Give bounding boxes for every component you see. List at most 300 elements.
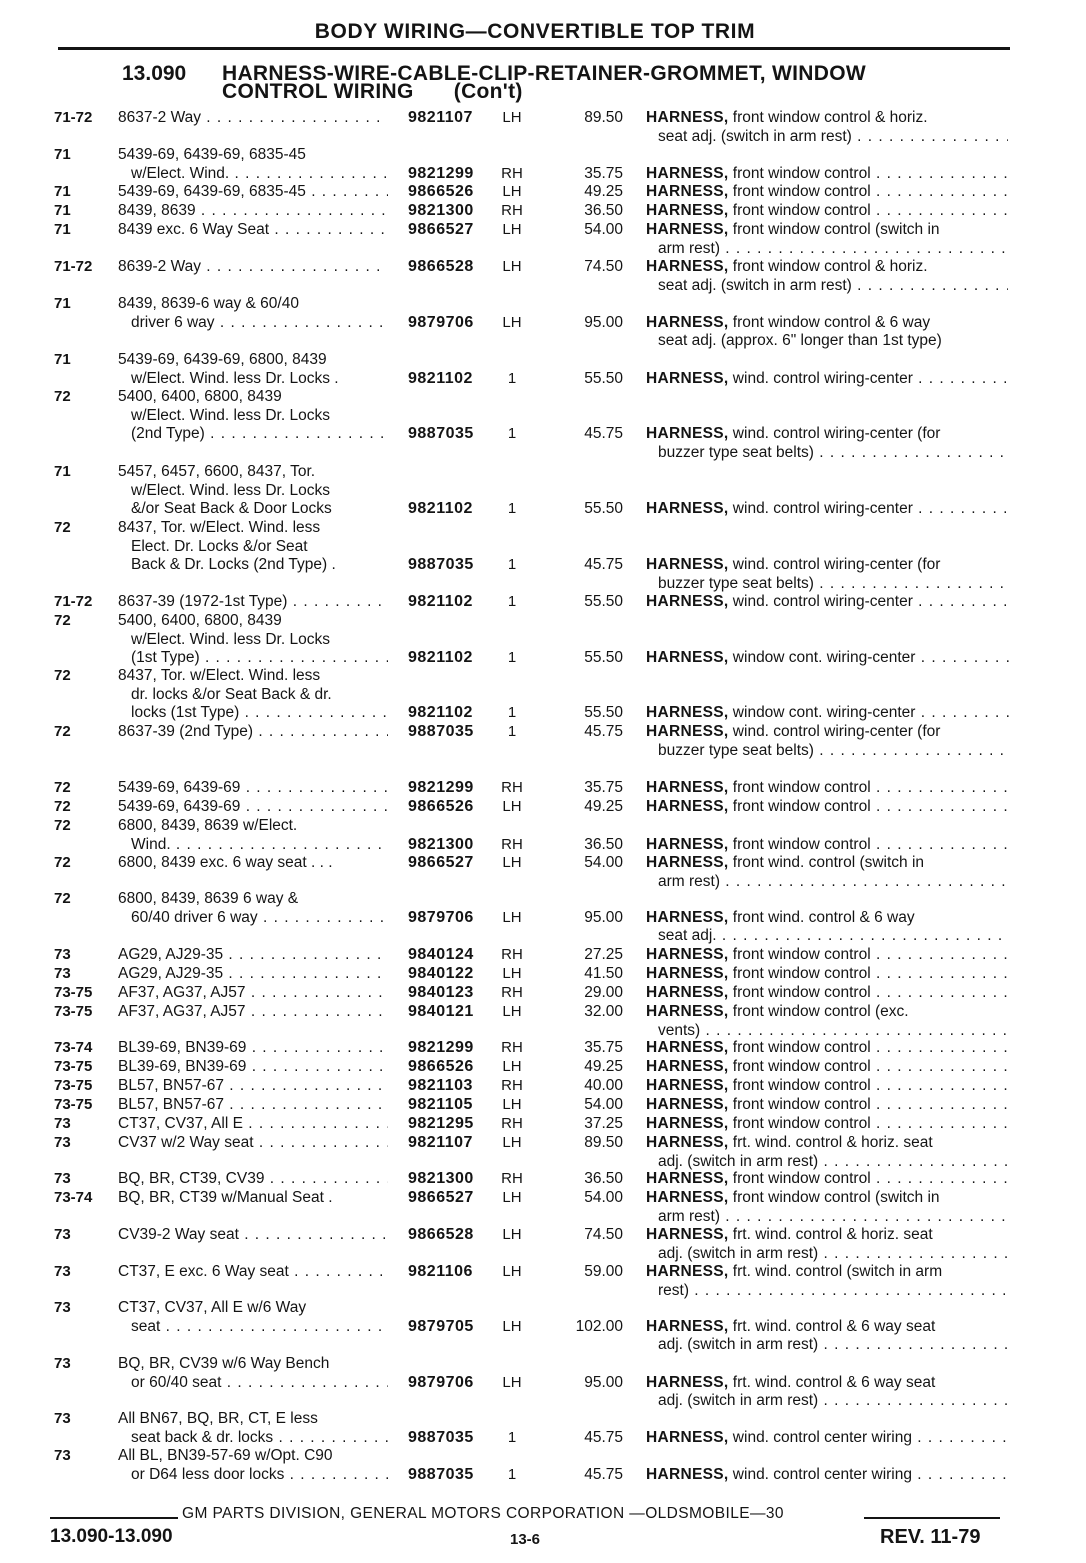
description-keyword: HARNESS,: [646, 908, 729, 926]
part-description: [658, 1021, 1008, 1040]
model-year: 73: [54, 946, 71, 963]
description-keyword: HARNESS,: [646, 1077, 729, 1094]
side-or-quantity: 1: [507, 500, 517, 517]
section-title-line2: CONTROL WIRING: [222, 80, 414, 103]
section-title: HARNESS-WIRE-CABLE-CLIP-RETAINER-GROMMET, WINDOW: [222, 62, 866, 85]
side-or-quantity: RH: [501, 1039, 523, 1056]
price: 59.00: [584, 1263, 623, 1280]
description-text: vents): [658, 1021, 701, 1039]
model-application: w/Elect. Wind. less Dr. Locks: [131, 481, 330, 499]
description-text: wind. control wiring-center: [728, 500, 913, 517]
model-application: 5457, 6457, 6600, 8437, Tor.: [118, 463, 316, 480]
part-number: 9821106: [408, 1263, 473, 1280]
part-description: [658, 1281, 1008, 1300]
price: 95.00: [584, 1373, 623, 1391]
model-application: All BL, BN39-57-69 w/Opt. C90: [118, 1447, 333, 1464]
part-description: [646, 1373, 1014, 1392]
description-text: front window control & horiz.: [728, 109, 928, 126]
part-description: [646, 1002, 1014, 1021]
price: 54.00: [584, 1189, 623, 1206]
description-text: frt. wind. control & horiz. seat: [728, 1134, 933, 1151]
description-text: window cont. wiring-center: [728, 649, 916, 666]
price: 74.50: [584, 258, 623, 275]
model-year: 71: [54, 463, 71, 480]
part-description: [646, 499, 1014, 518]
part-description: [646, 220, 1014, 239]
part-number: 9866528: [408, 1226, 474, 1243]
model-year: 73-74: [54, 1189, 93, 1206]
side-or-quantity: LH: [502, 1134, 522, 1151]
model-application: 8439, 8639-6 way & 60/40: [118, 295, 299, 312]
model-application: 5439-69, 6439-69 . . .: [118, 797, 388, 816]
description-text: buzzer type seat belts): [658, 443, 814, 461]
description-text: adj. (switch in arm rest): [658, 1152, 819, 1170]
description-text: arm rest): [658, 239, 720, 257]
part-description: [658, 1335, 1008, 1354]
price: 45.75: [584, 1428, 623, 1446]
description-keyword: HARNESS,: [646, 723, 729, 740]
side-or-quantity: LH: [502, 1226, 522, 1243]
price: 49.25: [584, 183, 623, 200]
description-keyword: HARNESS,: [646, 1134, 729, 1151]
description-text: front window control: [728, 1077, 871, 1094]
description-text: wind. control wiring-center: [728, 369, 913, 387]
footer-revision: REV. 11-79: [880, 1526, 981, 1548]
price: 35.75: [584, 779, 623, 796]
model-year: 71: [54, 295, 71, 312]
description-text: front window control: [728, 946, 871, 963]
model-year: 72: [54, 798, 71, 815]
side-or-quantity: LH: [502, 1058, 522, 1075]
description-text: wind. control center wiring: [728, 1428, 912, 1446]
model-application: or D64 less door locks . . .: [131, 1465, 388, 1484]
part-number: 9821300: [408, 202, 474, 219]
model-application: BQ, BR, CT39, CV39 . . .: [118, 1169, 388, 1188]
side-or-quantity: 1: [507, 723, 517, 740]
side-or-quantity: LH: [502, 1373, 522, 1391]
part-description: [646, 908, 1014, 927]
part-description: [658, 127, 1008, 146]
model-year: 72: [54, 723, 71, 740]
side-or-quantity: LH: [502, 798, 522, 815]
side-or-quantity: RH: [501, 1170, 523, 1187]
model-application: dr. locks &/or Seat Back & dr.: [131, 685, 332, 703]
description-keyword: HARNESS,: [646, 1189, 729, 1206]
description-text: wind. control wiring-center (for: [728, 556, 941, 573]
side-or-quantity: 1: [507, 704, 517, 721]
model-application: locks (1st Type) . . .: [131, 703, 388, 722]
part-number: 9821107: [408, 1134, 473, 1151]
part-description: [658, 926, 1008, 945]
description-keyword: HARNESS,: [646, 779, 729, 796]
description-text: front window control & horiz.: [728, 258, 928, 275]
part-number: 9840124: [408, 946, 474, 963]
part-description: [646, 835, 1014, 854]
model-year: 71-72: [54, 593, 93, 610]
part-number: 9821295: [408, 1115, 474, 1132]
description-keyword: HARNESS,: [646, 556, 729, 573]
model-year: 72: [54, 854, 71, 871]
description-text: front window control: [728, 1170, 871, 1187]
side-or-quantity: LH: [502, 258, 522, 275]
model-year: 73: [54, 1410, 71, 1427]
description-keyword: HARNESS,: [646, 258, 729, 275]
model-year: 73: [54, 1134, 71, 1151]
description-text: buzzer type seat belts): [658, 574, 814, 592]
side-or-quantity: LH: [502, 313, 522, 331]
part-number: 9821105: [408, 1096, 473, 1113]
model-application: AF37, AG37, AJ57 . . .: [118, 1002, 388, 1021]
price: 35.75: [584, 1039, 623, 1056]
model-application: 8437, Tor. w/Elect. Wind. less: [118, 667, 321, 684]
part-number: 9821103: [408, 1077, 473, 1094]
model-year: 73-75: [54, 1077, 93, 1094]
part-description: [646, 648, 1014, 667]
description-text: front window control: [728, 965, 871, 982]
footer-page-number: 13-6: [510, 1531, 541, 1548]
description-text: wind. control wiring-center (for: [728, 723, 941, 740]
description-text: front window control: [728, 183, 871, 200]
side-or-quantity: 1: [507, 1428, 517, 1446]
description-keyword: HARNESS,: [646, 369, 729, 387]
part-description: [646, 1169, 1014, 1188]
description-text: arm rest): [658, 872, 720, 890]
price: 35.75: [584, 164, 623, 182]
part-number: 9879706: [408, 908, 474, 926]
model-year: 71: [54, 351, 71, 368]
part-number: 9866528: [408, 258, 474, 275]
part-number: 9821299: [408, 164, 474, 182]
price: 49.25: [584, 1058, 623, 1075]
part-description: [646, 1076, 1014, 1095]
model-application: AF37, AG37, AJ57 . . .: [118, 983, 388, 1002]
part-description: [658, 1391, 1008, 1410]
part-number: 9840122: [408, 965, 474, 982]
model-year: 73: [54, 1447, 71, 1464]
model-application: BQ, BR, CT39 w/Manual Seat .: [118, 1189, 333, 1206]
description-keyword: HARNESS,: [646, 1428, 729, 1446]
model-application: seat . . .: [131, 1317, 388, 1336]
description-text: front window control: [728, 1096, 871, 1113]
model-application: 5400, 6400, 6800, 8439: [118, 612, 282, 629]
side-or-quantity: RH: [501, 202, 523, 219]
description-text: front window control: [728, 984, 871, 1001]
model-year: 71: [54, 146, 71, 163]
model-application: Elect. Dr. Locks &/or Seat: [131, 537, 308, 555]
model-application: 5439-69, 6439-69, 6835-45 . . .: [118, 182, 388, 201]
description-keyword: HARNESS,: [646, 984, 729, 1001]
description-text: rest): [658, 1281, 689, 1299]
description-text: front window control: [728, 202, 871, 219]
price: 40.00: [584, 1077, 623, 1094]
model-year: 73: [54, 1299, 71, 1316]
model-year: 72: [54, 667, 71, 684]
part-number: 9821102: [408, 369, 473, 387]
model-application: Back & Dr. Locks (2nd Type) .: [131, 556, 336, 573]
model-application: w/Elect. Wind. less Dr. Locks: [131, 406, 330, 424]
part-description: [658, 1207, 1008, 1226]
model-application: 8637-39 (1972-1st Type) . . .: [118, 592, 388, 611]
part-description: [646, 108, 1014, 127]
price: 54.00: [584, 1096, 623, 1113]
description-text: seat adj. (switch in arm rest): [658, 127, 852, 145]
part-description: [646, 424, 1014, 443]
side-or-quantity: RH: [501, 1077, 523, 1094]
model-application: CT37, E exc. 6 Way seat . . .: [118, 1262, 388, 1281]
model-application: 6800, 8439, 8639 6 way &: [118, 890, 299, 907]
page-title: BODY WIRING—CONVERTIBLE TOP TRIM: [314, 20, 756, 43]
description-keyword: HARNESS,: [646, 798, 729, 815]
description-text: front window control (exc.: [728, 1003, 909, 1020]
description-text: front window control: [728, 1039, 871, 1056]
section-continued-note: (Con't): [453, 80, 523, 103]
side-or-quantity: RH: [501, 164, 523, 182]
part-description: [646, 964, 1014, 983]
side-or-quantity: LH: [502, 908, 522, 926]
description-keyword: HARNESS,: [646, 1039, 729, 1056]
model-application: (1st Type) . . .: [131, 648, 388, 667]
description-keyword: HARNESS,: [646, 1058, 729, 1075]
price: 45.75: [584, 723, 623, 740]
description-keyword: HARNESS,: [646, 946, 729, 963]
description-text: arm rest): [658, 1207, 720, 1225]
description-text: frt. wind. control & 6 way seat: [728, 1317, 936, 1335]
side-or-quantity: RH: [501, 779, 523, 796]
part-description: [658, 1244, 1008, 1263]
model-application: 8437, Tor. w/Elect. Wind. less: [118, 519, 321, 536]
side-or-quantity: LH: [502, 1317, 522, 1335]
description-text: frt. wind. control (switch in arm: [728, 1263, 943, 1280]
part-description: [658, 872, 1008, 891]
part-number: 9866526: [408, 183, 474, 200]
model-application: CV37 w/2 Way seat . . .: [118, 1133, 388, 1152]
model-application: 8439, 8639 . . .: [118, 201, 388, 220]
model-application: CT37, CV37, All E w/6 Way: [118, 1299, 307, 1316]
model-year: 72: [54, 779, 71, 796]
model-year: 73: [54, 1170, 71, 1187]
price: 55.50: [584, 369, 623, 387]
model-application: 60/40 driver 6 way . . .: [131, 908, 388, 927]
model-application: BQ, BR, CV39 w/6 Way Bench: [118, 1355, 330, 1372]
part-description: [646, 369, 1014, 388]
part-number: 9866526: [408, 798, 474, 815]
model-application: All BN67, BQ, BR, CT, E less: [118, 1410, 318, 1427]
model-application: or 60/40 seat . . .: [131, 1373, 388, 1392]
description-keyword: HARNESS,: [646, 313, 729, 331]
part-description: [658, 239, 1008, 258]
model-application: BL39-69, BN39-69 . . .: [118, 1057, 388, 1076]
side-or-quantity: LH: [502, 109, 522, 126]
side-or-quantity: RH: [501, 835, 523, 853]
description-text: front window control: [728, 164, 871, 182]
description-text: frt. wind. control & horiz. seat: [728, 1226, 933, 1243]
price: 32.00: [584, 1003, 623, 1020]
model-year: 73: [54, 1226, 71, 1243]
price: 36.50: [584, 1170, 623, 1187]
part-number: 9821102: [408, 704, 473, 721]
footer-rule-right: [864, 1517, 1000, 1519]
part-number: 9887035: [408, 556, 474, 573]
side-or-quantity: 1: [507, 1465, 517, 1483]
description-keyword: HARNESS,: [646, 1003, 729, 1020]
model-year: 73: [54, 1115, 71, 1132]
price: 89.50: [584, 109, 623, 126]
model-application: 8639-2 Way . . .: [118, 257, 388, 276]
part-number: 9840121: [408, 1003, 474, 1020]
model-application: driver 6 way . . .: [131, 313, 388, 332]
part-description: [658, 1152, 1008, 1171]
model-application: 5439-69, 6439-69 . . .: [118, 778, 388, 797]
part-number: 9840123: [408, 984, 474, 1001]
part-description: [646, 1225, 1014, 1244]
description-keyword: HARNESS,: [646, 965, 729, 982]
part-description: [646, 1114, 1014, 1133]
description-text: front window control (switch in: [728, 221, 940, 238]
description-text: front window control: [728, 798, 871, 815]
part-number: 9887035: [408, 723, 474, 740]
model-application: (2nd Type) . . .: [131, 424, 388, 443]
model-year: 73: [54, 1355, 71, 1372]
description-text: wind. control center wiring: [728, 1465, 912, 1483]
part-number: 9821300: [408, 835, 474, 853]
model-application: 5439-69, 6439-69, 6800, 8439: [118, 351, 327, 368]
model-application: 8637-39 (2nd Type) . . .: [118, 722, 388, 741]
model-application: BL57, BN57-67 . . .: [118, 1076, 388, 1095]
model-year: 73-75: [54, 984, 93, 1001]
model-year: 73-75: [54, 1096, 93, 1113]
price: 45.75: [584, 1465, 623, 1483]
model-year: 73-75: [54, 1003, 93, 1020]
price: 49.25: [584, 798, 623, 815]
side-or-quantity: LH: [502, 1096, 522, 1113]
model-application: BL57, BN57-67 . . .: [118, 1095, 388, 1114]
model-application: w/Elect. Wind. less Dr. Locks .: [131, 369, 339, 387]
description-text: seat adj. (switch in arm rest): [658, 276, 852, 294]
part-number: 9821300: [408, 1170, 474, 1187]
model-year: 72: [54, 612, 71, 629]
price: 29.00: [584, 984, 623, 1001]
side-or-quantity: RH: [501, 984, 523, 1001]
footer-rule-left: [50, 1517, 178, 1519]
model-application: w/Elect. Wind. . . .: [131, 164, 388, 183]
part-description: [646, 201, 1014, 220]
part-description: [658, 331, 1008, 350]
model-year: 72: [54, 519, 71, 536]
model-year: 72: [54, 817, 71, 834]
side-or-quantity: RH: [501, 946, 523, 963]
part-description: [658, 276, 1008, 295]
part-description: [646, 1095, 1014, 1114]
price: 45.75: [584, 556, 623, 573]
description-keyword: HARNESS,: [646, 500, 729, 517]
part-description: [646, 945, 1014, 964]
price: 37.25: [584, 1115, 623, 1132]
description-keyword: HARNESS,: [646, 202, 729, 219]
description-text: front window control & 6 way: [728, 313, 931, 331]
part-description: [646, 722, 1014, 741]
price: 41.50: [584, 965, 623, 982]
description-text: front window control: [728, 1115, 871, 1132]
model-application: 6800, 8439, 8639 w/Elect.: [118, 817, 298, 834]
price: 55.50: [584, 500, 623, 517]
part-description: [646, 1188, 1014, 1207]
description-text: front window control: [728, 779, 871, 796]
description-text: front window control: [728, 1058, 871, 1075]
part-number: 9887035: [408, 425, 474, 442]
description-text: front window control: [728, 835, 871, 853]
side-or-quantity: LH: [502, 183, 522, 200]
part-number: 9821107: [408, 109, 473, 126]
model-application: 5439-69, 6439-69, 6835-45: [118, 146, 306, 163]
model-year: 71: [54, 221, 71, 238]
part-description: [646, 313, 1014, 332]
part-description: [646, 1133, 1014, 1152]
part-number: 9866526: [408, 1058, 474, 1075]
description-text: adj. (switch in arm rest): [658, 1392, 819, 1409]
description-keyword: HARNESS,: [646, 854, 729, 871]
description-keyword: HARNESS,: [646, 221, 729, 238]
part-description: [646, 703, 1014, 722]
price: 36.50: [584, 202, 623, 219]
price: 54.00: [584, 221, 623, 238]
price: 102.00: [575, 1317, 623, 1335]
model-application: CT37, CV37, All E . . .: [118, 1114, 388, 1133]
model-year: 73: [54, 1263, 71, 1280]
part-number: 9887035: [408, 1428, 474, 1446]
description-keyword: HARNESS,: [646, 835, 729, 853]
footer-section-range: 13.090-13.090: [50, 1526, 173, 1547]
price: 55.50: [584, 593, 623, 610]
price: 95.00: [584, 908, 623, 926]
model-application: 8439 exc. 6 Way Seat . . .: [118, 220, 388, 239]
price: 55.50: [584, 649, 623, 666]
title-rule: [58, 47, 1010, 50]
part-description: [646, 797, 1014, 816]
model-application: BL39-69, BN39-69 . . .: [118, 1038, 388, 1057]
description-text: frt. wind. control & 6 way seat: [728, 1373, 936, 1391]
price: 45.75: [584, 425, 623, 442]
model-year: 71: [54, 202, 71, 219]
part-description: [658, 574, 1008, 593]
description-text: adj. (switch in arm rest): [658, 1336, 819, 1353]
part-number: 9879705: [408, 1317, 474, 1335]
model-application: 8637-2 Way . . .: [118, 108, 388, 127]
side-or-quantity: LH: [502, 1263, 522, 1280]
part-number: 9879706: [408, 313, 474, 331]
description-keyword: HARNESS,: [646, 109, 729, 126]
part-description: [646, 1057, 1014, 1076]
side-or-quantity: 1: [507, 425, 517, 442]
description-keyword: HARNESS,: [646, 1373, 729, 1391]
description-keyword: HARNESS,: [646, 1465, 729, 1483]
part-number: 9879706: [408, 1373, 474, 1391]
price: 74.50: [584, 1226, 623, 1243]
part-description: [646, 164, 1014, 183]
part-number: 9866527: [408, 221, 474, 238]
description-text: adj. (switch in arm rest): [658, 1244, 819, 1262]
side-or-quantity: LH: [502, 965, 522, 982]
section-title-continued: [222, 80, 523, 104]
part-description: [646, 1038, 1014, 1057]
description-text: front wind. control & 6 way: [728, 908, 915, 926]
description-keyword: HARNESS,: [646, 183, 729, 200]
side-or-quantity: 1: [507, 369, 517, 387]
model-application: seat back & dr. locks . . .: [131, 1428, 388, 1447]
description-keyword: HARNESS,: [646, 164, 729, 182]
model-application: CV39-2 Way seat . . .: [118, 1225, 388, 1244]
model-application: AG29, AJ29-35 . . .: [118, 945, 388, 964]
part-number: 9866527: [408, 854, 474, 871]
